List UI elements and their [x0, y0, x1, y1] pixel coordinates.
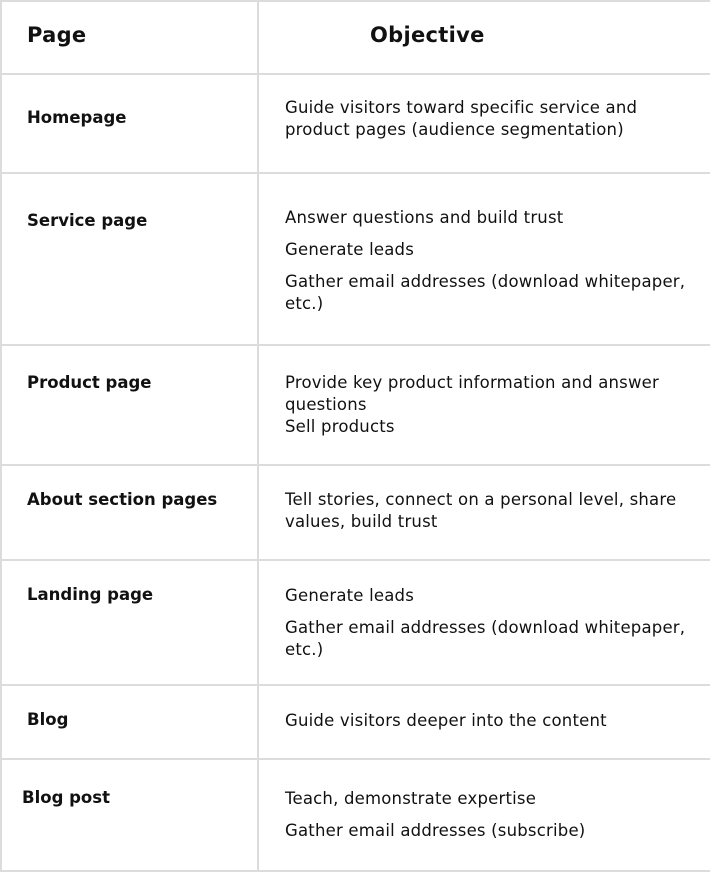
objective-list — [285, 97, 690, 141]
objective-cell — [258, 759, 710, 871]
objective-list — [285, 372, 690, 438]
objective-item: Gather email addresses (download whitepaper, etc.) — [285, 618, 686, 659]
objective-cell — [258, 74, 710, 173]
objective-item: Guide visitors toward specific service and product pages (audience segmentation) — [285, 98, 638, 139]
page-name-about: About section pages — [27, 490, 218, 509]
page-cell — [1, 345, 258, 465]
column-header-page: Page — [27, 23, 87, 47]
objective-item: Tell stories, connect on a personal level, share values, build trust — [285, 490, 677, 531]
page-name-product: Product page — [27, 373, 152, 392]
header-cell-objective — [258, 1, 710, 74]
objective-item: Generate leads — [285, 586, 415, 605]
table-row — [1, 465, 710, 560]
page-name-homepage: Homepage — [27, 108, 127, 127]
page-name-service: Service page — [27, 211, 148, 230]
table-header-row — [1, 1, 710, 74]
page-cell — [1, 74, 258, 173]
objective-list — [285, 585, 690, 661]
page-name-blog-post: Blog post — [22, 788, 110, 807]
objective-item: Generate leads — [285, 240, 415, 259]
objective-cell — [258, 465, 710, 560]
objective-item: Provide key product information and answer questions — [285, 373, 659, 414]
table-row — [1, 74, 710, 173]
table-row — [1, 685, 710, 759]
objective-list — [285, 788, 690, 842]
page-name-landing: Landing page — [27, 585, 154, 604]
column-header-objective: Objective — [370, 23, 485, 47]
objective-list — [285, 489, 690, 533]
page-cell — [1, 173, 258, 345]
table-row — [1, 173, 710, 345]
objective-item: Sell products — [285, 417, 395, 436]
table-row — [1, 560, 710, 685]
objective-list — [285, 207, 690, 315]
page-name-blog: Blog — [27, 710, 69, 729]
page-cell — [1, 465, 258, 560]
objective-item: Guide visitors deeper into the content — [285, 711, 607, 730]
header-cell-page — [1, 1, 258, 74]
objective-list — [285, 710, 690, 732]
objective-cell — [258, 685, 710, 759]
page-cell — [1, 759, 258, 871]
objective-cell — [258, 560, 710, 685]
table-row — [1, 345, 710, 465]
objective-item: Teach, demonstrate expertise — [285, 789, 537, 808]
objective-item: Answer questions and build trust — [285, 208, 564, 227]
objective-item: Gather email addresses (download whitepaper, etc.) — [285, 272, 686, 313]
objective-cell — [258, 173, 710, 345]
objective-cell — [258, 345, 710, 465]
page-cell — [1, 685, 258, 759]
page-cell — [1, 560, 258, 685]
objective-item: Gather email addresses (subscribe) — [285, 821, 586, 840]
table-row — [1, 759, 710, 871]
